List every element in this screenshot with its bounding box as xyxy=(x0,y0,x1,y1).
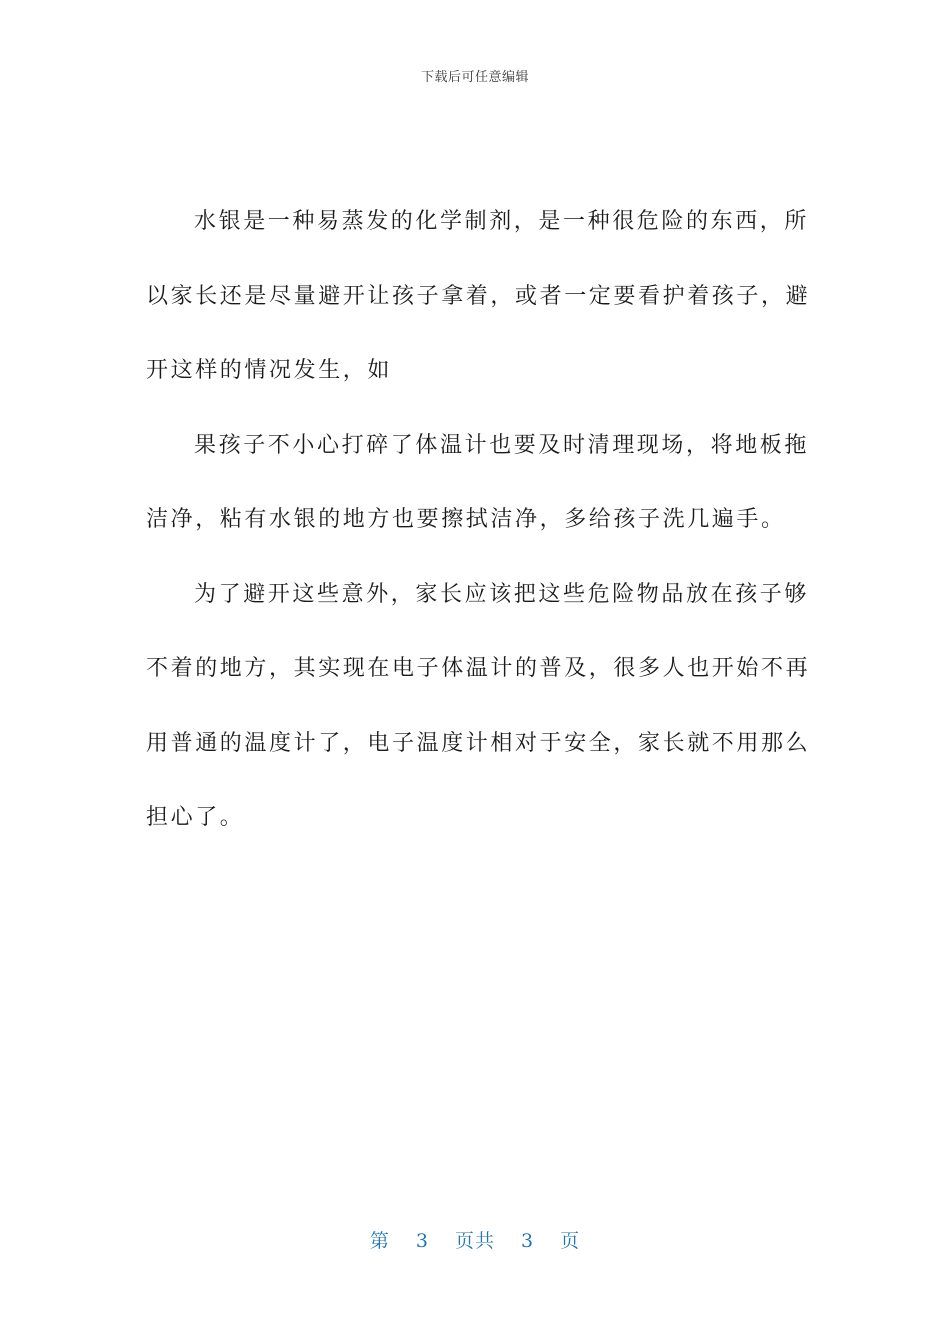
paragraph-line: 不着的地方，其实现在电子体温计的普及，很多人也开始不再 xyxy=(146,656,811,681)
paragraph-line: 水银是一种易蒸发的化学制剂，是一种很危险的东西，所 xyxy=(194,209,810,234)
footer-middle: 页共 xyxy=(454,1230,495,1252)
paragraph-line: 用普通的温度计了，电子温度计相对于安全，家长就不用那么 xyxy=(146,730,811,756)
footer-current-page: 3 xyxy=(415,1230,429,1252)
footer-prefix: 第 xyxy=(369,1230,390,1252)
paragraph-line: 担心了。 xyxy=(146,805,245,830)
paragraph-line: 以家长还是尽量避开让孩子拿着，或者一定要看护着孩子，避 xyxy=(146,283,811,309)
paragraph-line: 开这样的情况发生，如 xyxy=(146,358,393,383)
paragraph-line: 洁净，粘有水银的地方也要擦拭洁净，多给孩子洗几遍手。 xyxy=(146,507,786,532)
paragraph-line: 果孩子不小心打碎了体温计也要及时清理现场，将地板拖 xyxy=(194,432,810,458)
document-body xyxy=(146,192,811,863)
page-number-footer xyxy=(0,1226,950,1253)
footer-suffix: 页 xyxy=(560,1230,581,1252)
footer-total-pages: 3 xyxy=(521,1230,535,1252)
header-note: 下载后可任意编辑 xyxy=(420,70,529,85)
paragraph-line: 为了避开这些意外，家长应该把这些危险物品放在孩子够 xyxy=(194,581,810,607)
